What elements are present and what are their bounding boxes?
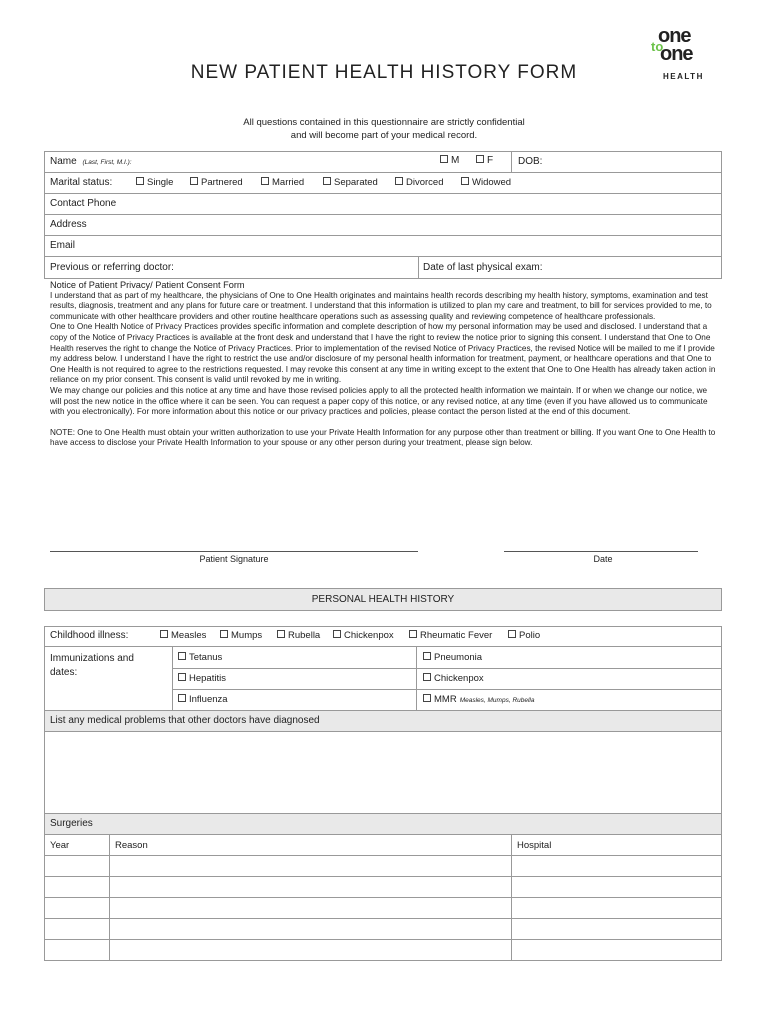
patient-signature-line[interactable] [50,551,418,552]
gender-female-checkbox[interactable] [476,155,493,166]
immunization-chickenpox-checkbox[interactable] [423,673,484,684]
immunization-label: Tetanus [189,652,223,663]
check-icon [461,177,469,185]
mmr-note: Measles, Mumps, Rubella [459,697,535,704]
confidentiality-line-1: All questions contained in this questionnaire are strictly confidential [243,117,525,128]
name-hint: (Last, First, M.I.): [82,159,132,166]
check-icon [178,694,186,702]
childhood-mumps-checkbox[interactable] [220,630,262,641]
marital-widowed-checkbox[interactable] [461,177,511,188]
surgeries-column-reason: Reason [115,840,148,851]
immunization-label: Pneumonia [434,652,483,663]
female-check-icon [476,155,484,163]
contact-phone-field[interactable]: Contact Phone [50,198,117,209]
name-field[interactable] [50,156,132,167]
immunization-label: MMR [434,694,457,705]
check-icon [423,652,431,660]
marital-option-label: Partnered [201,177,243,188]
childhood-option-label: Chickenpox [344,630,394,641]
one-to-one-health-logo [648,26,720,86]
surgeries-column-year: Year [50,840,70,851]
immunization-hepatitis-checkbox[interactable] [178,673,226,684]
surgery-row[interactable] [45,940,721,960]
consent-paragraph-3: We may change our policies and this notice at any time and have those revised policies apply to all the protected health information we maintain. If or when we change our notice, we will post the new notice in the office where it can be seen. You can request a paper copy of this notice, or any revised notice, at any time (even if you have allowed us to communicate with you electronically). For more information about this notice or our privacy practices and policies, please contact the person listed at the end of this document. [50,385,708,417]
immunizations-label: Immunizations and dates: [50,653,134,678]
immunization-pneumonia-checkbox[interactable] [423,652,482,663]
check-icon [277,630,285,638]
check-icon [160,630,168,638]
logo-word-to: to [651,39,664,54]
check-icon [136,177,144,185]
immunization-label: Chickenpox [434,673,484,684]
date-signature-line[interactable] [504,551,698,552]
check-icon [323,177,331,185]
check-icon [508,630,516,638]
childhood-option-label: Rheumatic Fever [420,630,493,641]
medical-problems-label: List any medical problems that other doctors have diagnosed [50,715,320,726]
marital-option-label: Widowed [472,177,512,188]
childhood-rubella-checkbox[interactable] [277,630,320,641]
marital-single-checkbox[interactable] [136,177,173,188]
childhood-option-label: Rubella [288,630,321,641]
surgery-row[interactable] [45,856,721,876]
surgery-row[interactable] [45,919,721,939]
page-title: NEW PATIENT HEALTH HISTORY FORM [190,62,578,83]
check-icon [178,673,186,681]
consent-note: NOTE: One to One Health must obtain your written authorization to use your Private Health Information for any purpose other than treatment or billing. If you want One to One Health to have access to disclose your Private Health Information to your spouse or any other person during your treatment, please sign below. [50,427,716,448]
name-label: Name [50,156,77,167]
childhood-measles-checkbox[interactable] [160,630,206,641]
immunization-label: Influenza [189,694,228,705]
marital-married-checkbox[interactable] [261,177,304,188]
date-signature-label: Date [593,554,613,564]
confidentiality-line-2: and will become part of your medical record. [290,130,478,141]
marital-divorced-checkbox[interactable] [395,177,444,188]
check-icon [333,630,341,638]
childhood-illness-label: Childhood illness: [50,630,129,641]
check-icon [220,630,228,638]
male-check-icon [440,155,448,163]
check-icon [178,652,186,660]
consent-paragraph-2: One to One Health Notice of Privacy Practices provides specific information and complete description of how my personal information may be used and disclosed. I understand that a copy of the Notice of Privacy Practices is available at the front desk and understand that I have the right to review the notice prior to signing this consent. I understand that One to One Health reserves the right to change the Notice of Privacy Practices. Prior to implementation of the revised Notice of Privacy Practices, the revised Notice will be mailed to me if I provide my address below. I understand I have the right to restrict the use and/or disclosure of my personal health information for treatment, payment, or healthcare operations and that One to One Health is not required to agree to the restrictions requested. I may revoke this consent at any time in writing except to the extent that One to One Health has already taken action in reliance on my prior consent. This consent is valid until revoked by me in writing. [50,322,716,385]
check-icon [423,694,431,702]
logo-word-health: HEALTH [663,72,704,81]
check-icon [409,630,417,638]
surgeries-label: Surgeries [50,818,93,829]
childhood-polio-checkbox[interactable] [508,630,540,641]
medical-problems-textarea[interactable] [45,732,721,813]
check-icon [423,673,431,681]
female-label: F [487,155,494,166]
address-field[interactable]: Address [50,219,87,230]
immunization-label: Hepatitis [189,673,226,684]
gender-male-checkbox[interactable] [440,155,459,166]
dob-field[interactable]: DOB: [518,156,543,167]
email-field[interactable]: Email [50,240,76,251]
consent-paragraph-1: I understand that as part of my healthcare, the physicians of One to One Health originates and maintains health records describing my health history, symptoms, examination and test results, diagnosis, treatment and any plans for future care or treatment. I understand that this information is utilized to plan my care and treatment, to bill for services provided to me, to communicate with other healthcare providers and other routine healthcare operations such as assessing quality and reviewing competence of healthcare professionals. [50,290,712,321]
immunization-influenza-checkbox[interactable] [178,694,228,705]
childhood-option-label: Measles [171,630,207,641]
surgery-row[interactable] [45,877,721,897]
logo-word-one-second: one [660,43,693,65]
childhood-option-label: Polio [519,630,541,641]
surgeries-label-bg [45,814,721,834]
marital-partnered-checkbox[interactable] [190,177,243,188]
consent-section [50,280,718,449]
marital-separated-checkbox[interactable] [323,177,378,188]
immunization-mmr-checkbox[interactable] [423,694,534,705]
check-icon [190,177,198,185]
last-exam-date-field[interactable]: Date of last physical exam: [423,262,543,273]
surgeries-column-hospital: Hospital [517,840,552,851]
check-icon [395,177,403,185]
marital-option-label: Divorced [406,177,444,188]
personal-health-history-header: PERSONAL HEALTH HISTORY [44,588,722,611]
patient-signature-label: Patient Signature [199,554,269,564]
marital-option-label: Married [272,177,305,188]
patient-info-table [44,151,722,279]
referring-doctor-field[interactable]: Previous or referring doctor: [50,262,174,273]
immunization-tetanus-checkbox[interactable] [178,652,222,663]
childhood-option-label: Mumps [231,630,263,641]
consent-heading: Notice of Patient Privacy/ Patient Consent Form [50,280,245,290]
surgery-row[interactable] [45,898,721,918]
check-icon [261,177,269,185]
confidentiality-notice [0,116,768,142]
logo-word-one: one [658,25,691,47]
marital-option-label: Separated [334,177,378,188]
marital-option-label: Single [147,177,174,188]
childhood-rheumatic-fever-checkbox[interactable] [409,630,492,641]
male-label: M [451,155,460,166]
childhood-chickenpox-checkbox[interactable] [333,630,394,641]
marital-status-label: Marital status: [50,177,113,188]
